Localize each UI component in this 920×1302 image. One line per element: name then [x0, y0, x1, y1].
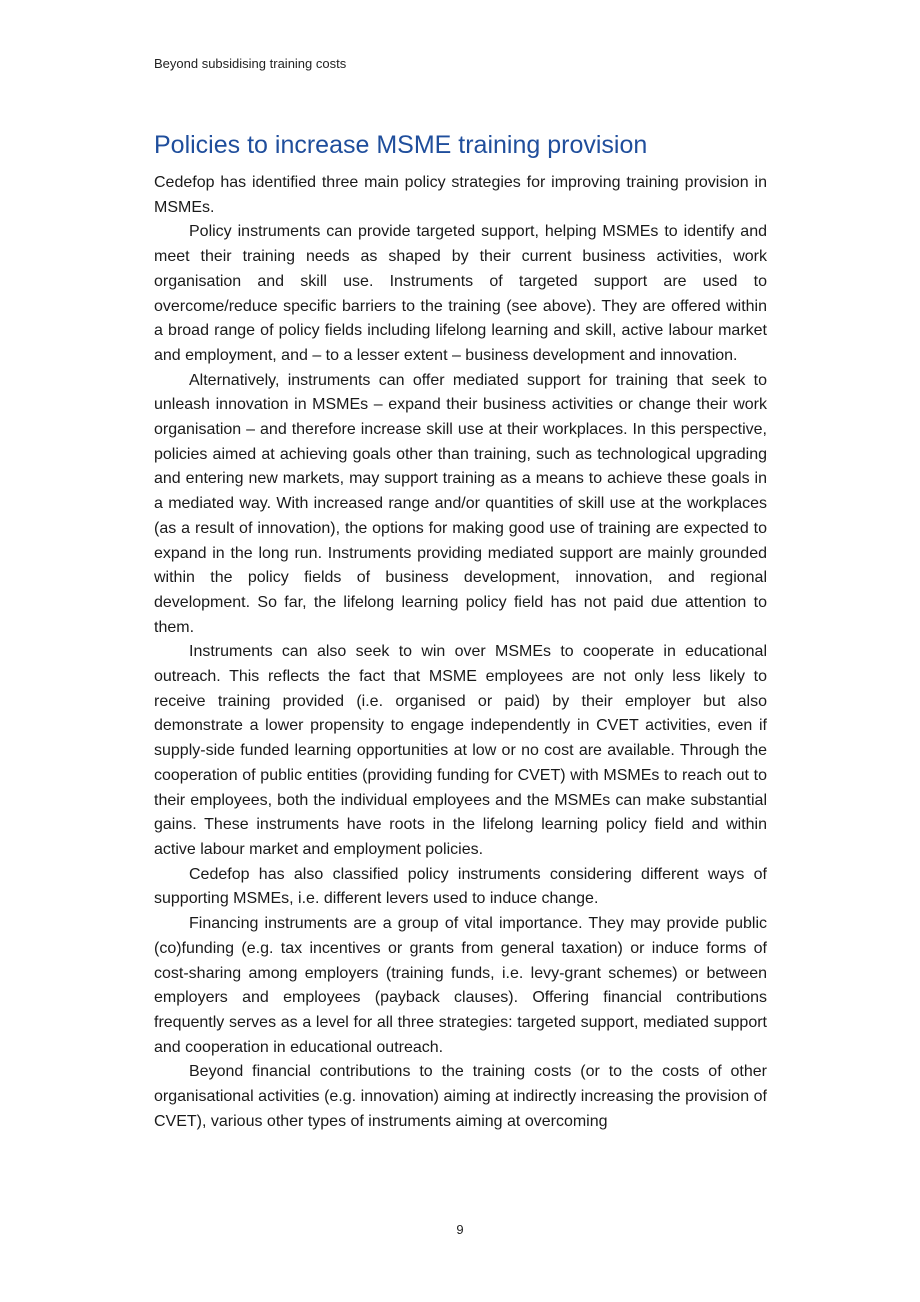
paragraph-financing-instruments: Financing instruments are a group of vital importance. They may provide public (co)funding (e.g. tax incentives or grants from general taxation) or induce forms of cost-sharing among employers (training funds, i.e. levy-grant schemes) or between employers and employees (payback clauses). Offering financial contributions frequently serves as a level for all three strategies: targeted support, mediated support and cooperation in educational outreach. [154, 915, 767, 1056]
paragraph-targeted-support: Policy instruments can provide targeted support, helping MSMEs to identify and meet their training needs as shaped by their current business activities, work organisation and skill use. Instruments of targeted support are used to overcome/reduce specific barriers to the training (see above). They are offered within a broad range of policy fields including lifelong learning and skill, active labour market and employment, and – to a lesser extent – business development and innovation. [154, 223, 767, 364]
paragraph-mediated-support: Alternatively, instruments can offer mediated support for training that seek to unleash innovation in MSMEs – expand their business activities or change their work organisation – and therefore increase skill use at their workplaces. In this perspective, policies aimed at achieving goals other than training, such as technological upgrading and entering new markets, may support training as a means to achieve these goals in a mediated way. With increased range and/or quantities of skill use at the workplaces (as a result of innovation), the options for making good use of training are expected to expand in the long run. Instruments providing mediated support are mainly grounded within the policy fields of business development, innovation, and regional development. So far, the lifelong learning policy field has not paid due attention to them. [154, 371, 767, 636]
main-content [154, 128, 767, 1134]
paragraph-classification: Cedefop has also classified policy instruments considering different ways of supporting MSMEs, i.e. different levers used to induce change. [154, 865, 767, 908]
section-title: Policies to increase MSME training provision [154, 131, 648, 159]
running-header: Beyond subsidising training costs [154, 56, 347, 71]
paragraph-educational-outreach: Instruments can also seek to win over MSMEs to cooperate in educational outreach. This reflects the fact that MSME employees are not only less likely to receive training provided (i.e. organised or paid) by their employer but also demonstrate a lower propensity to engage independently in CVET activities, even if supply-side funded learning opportunities at low or no cost are available. Through the cooperation of public entities (providing funding for CVET) with MSMEs to reach out to their employees, both the individual employees and the MSMEs can make substantial gains. These instruments have roots in the lifelong learning policy field and within active labour market and employment policies. [154, 643, 767, 858]
page-number: 9 [456, 1222, 464, 1237]
paragraph-intro: Cedefop has identified three main policy strategies for improving training provision in MSMEs. [154, 174, 767, 216]
paragraph-other-instruments: Beyond financial contributions to the training costs (or to the costs of other organisational activities (e.g. innovation) aiming at indirectly increasing the provision of CVET), various other types of instruments aiming at overcoming [154, 1063, 767, 1130]
